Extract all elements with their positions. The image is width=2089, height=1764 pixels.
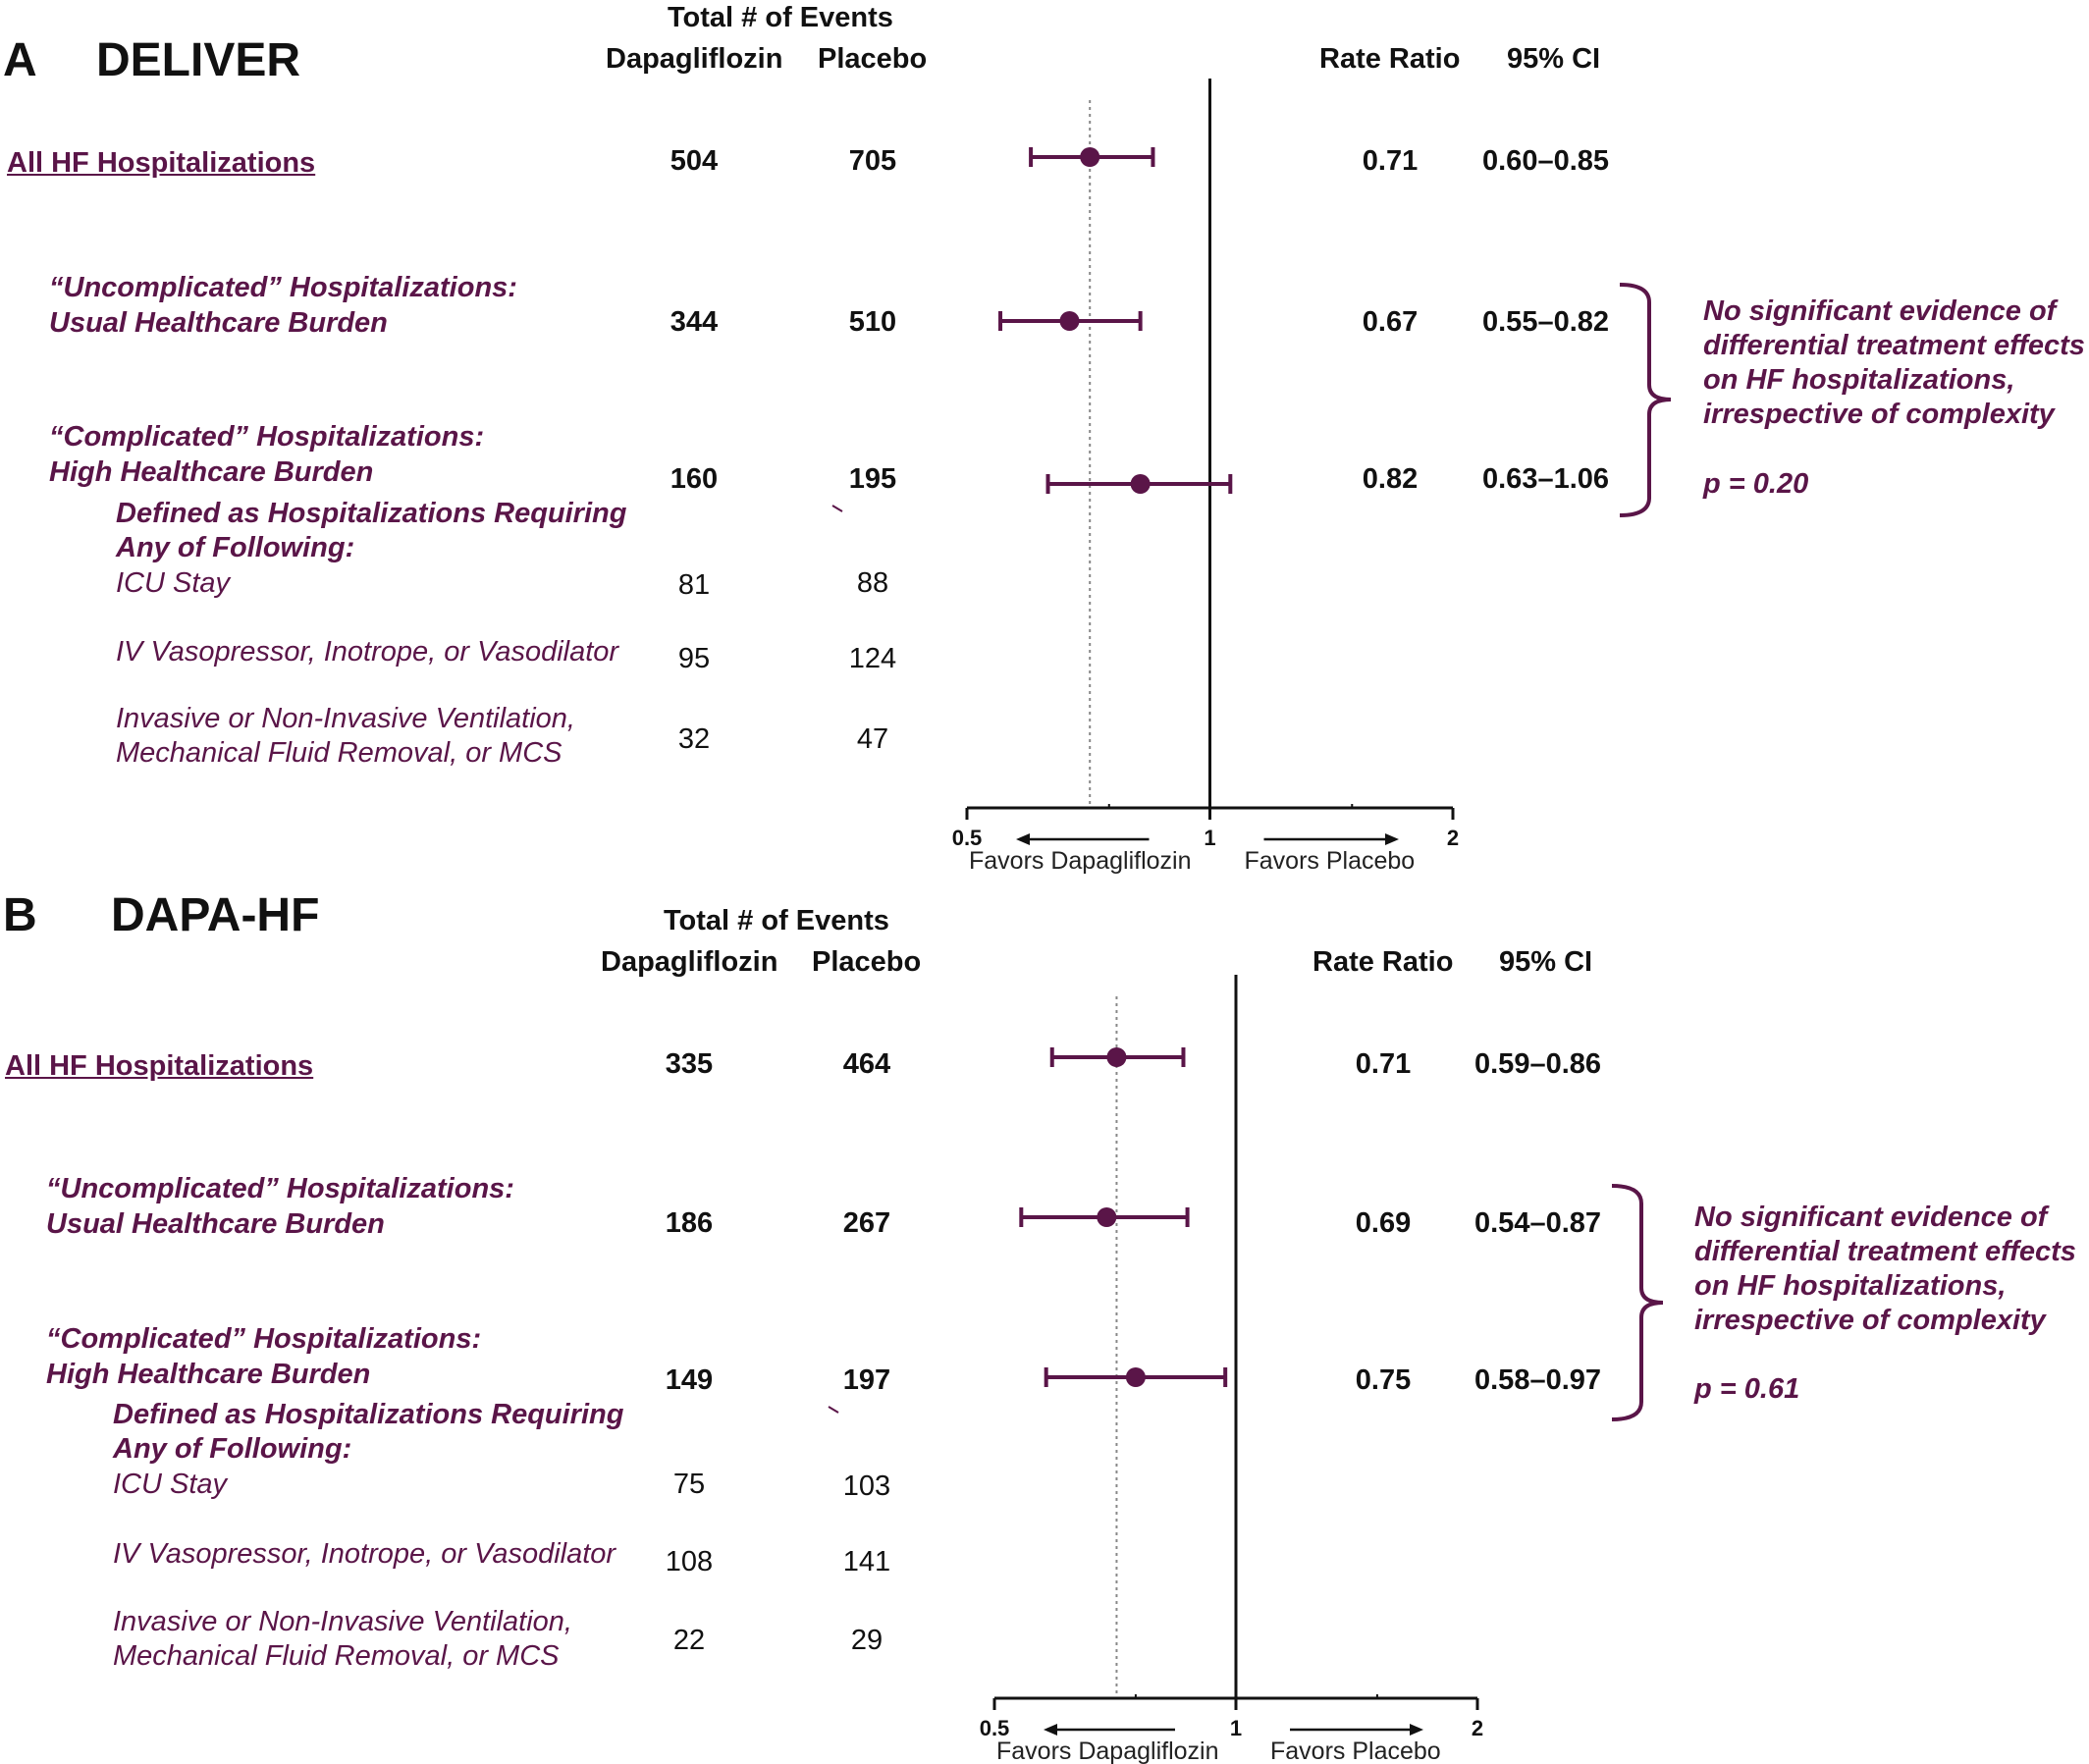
placebo-count: 510 [848, 306, 897, 338]
row-label-line: Invasive or Non-Invasive Ventilation, [113, 1606, 572, 1637]
row-label-line: Invasive or Non-Invasive Ventilation, [116, 703, 575, 734]
favors-placebo-label: Favors Placebo [1244, 847, 1416, 875]
stray-mark [829, 1407, 838, 1413]
placebo-header: Placebo [818, 43, 928, 75]
favors-placebo-label: Favors Placebo [1270, 1737, 1441, 1764]
dapa-count: 22 [672, 1625, 706, 1656]
favors-dapagliflozin-label: Favors Dapagliflozin [996, 1737, 1219, 1764]
note-line: differential treatment effects [1694, 1236, 2076, 1267]
ci-value: 0.60–0.85 [1482, 145, 1610, 177]
note-line: irrespective of complexity [1703, 399, 2055, 430]
placebo-count: 29 [850, 1625, 884, 1656]
p-value: p = 0.20 [1703, 468, 1809, 500]
placebo-header: Placebo [812, 946, 922, 978]
p-value: p = 0.61 [1694, 1373, 1800, 1405]
dapa-count: 81 [677, 569, 711, 601]
x-tick-label: 0.5 [951, 826, 983, 850]
note-line: differential treatment effects [1703, 330, 2085, 361]
dapa-count: 108 [665, 1546, 714, 1577]
ci-value: 0.55–0.82 [1482, 306, 1610, 338]
row-label-icu: ICU Stay [113, 1469, 228, 1500]
ci-header: 95% CI [1499, 946, 1593, 978]
dapagliflozin-header: Dapagliflozin [601, 946, 778, 978]
rate-ratio-header: Rate Ratio [1312, 946, 1454, 978]
placebo-count: 197 [842, 1364, 891, 1396]
row-label-line: “Complicated” Hospitalizations: [46, 1323, 482, 1355]
subgroup-bracket [1612, 1186, 1663, 1419]
row-label-line: High Healthcare Burden [49, 456, 374, 488]
dapa-count: 75 [672, 1469, 706, 1500]
row-label-line: “Uncomplicated” Hospitalizations: [46, 1173, 514, 1204]
note-line: irrespective of complexity [1694, 1305, 2046, 1336]
definition-line: Defined as Hospitalizations Requiring [116, 498, 627, 529]
definition-line: Any of Following: [113, 1433, 352, 1465]
panel-letter: B [3, 889, 37, 941]
placebo-count: 141 [842, 1546, 891, 1577]
row-label-line: “Uncomplicated” Hospitalizations: [49, 272, 517, 303]
trial-title: DAPA-HF [111, 889, 320, 941]
x-tick-label: 2 [1471, 1716, 1484, 1740]
point-estimate [1097, 1207, 1116, 1227]
row-label-all-hf: All HF Hospitalizations [7, 147, 316, 179]
placebo-count: 195 [848, 463, 897, 495]
favors-right-arrowhead [1410, 1724, 1423, 1736]
rate-ratio-header: Rate Ratio [1319, 43, 1461, 75]
placebo-count: 124 [848, 643, 897, 674]
trial-title: DELIVER [96, 34, 301, 86]
ci-value: 0.59–0.86 [1474, 1048, 1602, 1080]
note-line: on HF hospitalizations, [1703, 364, 2015, 396]
x-tick-label: 2 [1446, 826, 1460, 850]
ci-value: 0.63–1.06 [1482, 463, 1610, 495]
point-estimate [1126, 1367, 1146, 1387]
row-label-line: Usual Healthcare Burden [46, 1208, 385, 1240]
row-label-line: High Healthcare Burden [46, 1359, 371, 1390]
total-events-header: Total # of Events [668, 2, 893, 33]
dapa-count: 95 [677, 643, 711, 674]
dapagliflozin-header: Dapagliflozin [606, 43, 783, 75]
placebo-count: 464 [842, 1048, 891, 1080]
row-label-icu: ICU Stay [116, 567, 231, 599]
rate-ratio-value: 0.67 [1362, 306, 1419, 338]
total-events-header: Total # of Events [664, 905, 889, 936]
row-label-line: “Complicated” Hospitalizations: [49, 421, 485, 453]
favors-dapagliflozin-label: Favors Dapagliflozin [969, 847, 1192, 875]
note-line: on HF hospitalizations, [1694, 1270, 2007, 1302]
dapa-count: 149 [665, 1364, 714, 1396]
dapa-count: 335 [665, 1048, 714, 1080]
favors-left-arrowhead [1044, 1724, 1057, 1736]
x-tick-label: 1 [1204, 826, 1216, 850]
rate-ratio-value: 0.71 [1362, 145, 1419, 177]
definition-line: Any of Following: [116, 532, 355, 563]
row-label-iv: IV Vasopressor, Inotrope, or Vasodilator [113, 1538, 616, 1570]
dapa-count: 186 [665, 1207, 714, 1239]
dapa-count: 344 [670, 306, 719, 338]
placebo-count: 103 [842, 1470, 891, 1502]
note-line: No significant evidence of [1703, 295, 2057, 327]
dapa-count: 32 [677, 723, 711, 755]
row-label-line: Usual Healthcare Burden [49, 307, 388, 339]
definition-line: Defined as Hospitalizations Requiring [113, 1399, 624, 1430]
x-tick-label: 0.5 [979, 1716, 1010, 1740]
row-label-all-hf: All HF Hospitalizations [5, 1050, 314, 1082]
rate-ratio-value: 0.75 [1355, 1364, 1412, 1396]
dapa-count: 504 [670, 145, 719, 177]
row-label-line: Mechanical Fluid Removal, or MCS [113, 1640, 560, 1672]
rate-ratio-value: 0.82 [1362, 463, 1419, 495]
ci-value: 0.54–0.87 [1474, 1207, 1602, 1239]
placebo-count: 88 [856, 567, 889, 599]
row-label-line: Mechanical Fluid Removal, or MCS [116, 737, 562, 769]
placebo-count: 705 [848, 145, 897, 177]
ci-header: 95% CI [1507, 43, 1601, 75]
dapa-count: 160 [670, 463, 719, 495]
rate-ratio-value: 0.69 [1355, 1207, 1412, 1239]
point-estimate [1106, 1047, 1126, 1067]
x-tick-label: 1 [1229, 1716, 1243, 1740]
rate-ratio-value: 0.71 [1355, 1048, 1412, 1080]
row-label-iv: IV Vasopressor, Inotrope, or Vasodilator [116, 636, 619, 668]
placebo-count: 47 [856, 723, 889, 755]
ci-value: 0.58–0.97 [1474, 1364, 1602, 1396]
placebo-count: 267 [842, 1207, 891, 1239]
panel-letter: A [3, 34, 37, 86]
note-line: No significant evidence of [1694, 1202, 2048, 1233]
